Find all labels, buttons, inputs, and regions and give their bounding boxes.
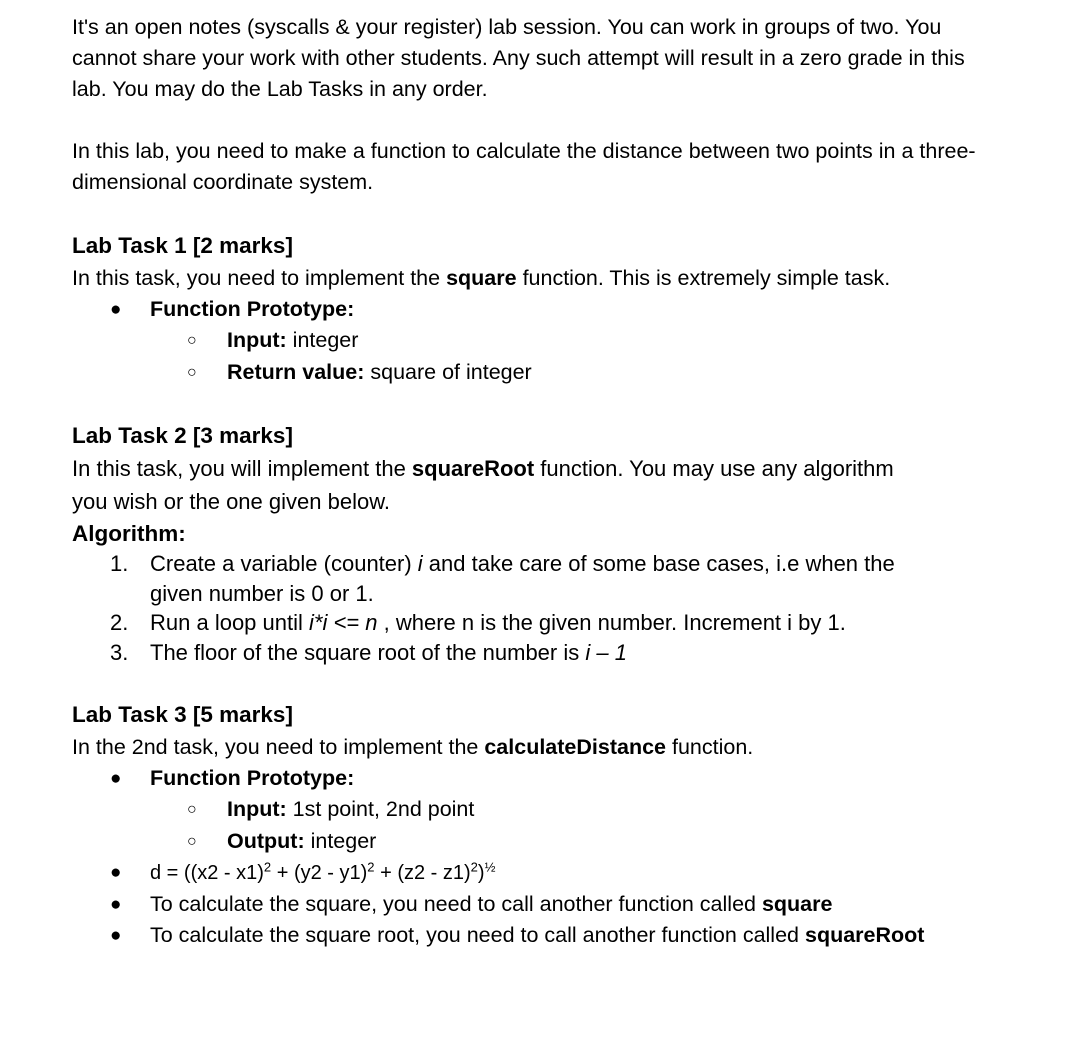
prototype-label: Function Prototype: (150, 297, 355, 321)
output-label: Output: (227, 828, 305, 853)
step-number: 1. (110, 551, 129, 576)
hollow-bullet-icon: ○ (187, 332, 197, 349)
list-item (72, 763, 1062, 794)
algorithm-heading: Algorithm: (72, 521, 186, 546)
calculate-distance-function-name: calculateDistance (484, 735, 666, 759)
list-item (72, 357, 1062, 389)
square-function-name: square (761, 892, 833, 916)
lab-task-2 (72, 419, 1062, 667)
purpose-line-1: In this lab, you need to make a function to calculate the distance between two points in a three- (72, 139, 976, 163)
intro-line-3: lab. You may do the Lab Tasks in any order. (72, 77, 488, 101)
lab-task-3-bullets (72, 763, 1062, 794)
output-value: integer (304, 828, 377, 853)
purpose-paragraph (72, 136, 1062, 198)
list-item (72, 325, 1062, 357)
purpose-line-2: dimensional coordinate system. (72, 170, 374, 194)
lab-task-3 (72, 698, 1062, 951)
list-item: ● To calculate the square, you need to call another function called square (72, 889, 1062, 920)
lab-task-2-description: In this task, you will implement the squareRoot function. You may use any algorithm you wish or the one given below. (72, 456, 894, 514)
algorithm-step: 2. Run a loop until i*i <= n , where n is the given number. Increment i by 1. (72, 608, 1062, 638)
lab-task-1 (72, 229, 1062, 388)
lab-task-3-heading: Lab Task 3 [5 marks] (72, 702, 293, 727)
square-function-name: square (446, 266, 517, 290)
lab-task-1-bullets (72, 294, 1062, 325)
lab-task-1-description: In this task, you need to implement the square function. This is extremely simple task. (72, 266, 891, 290)
return-label: Return value: (227, 359, 365, 384)
intro-line-2: cannot share your work with other students. Any such attempt will result in a zero grade in this (72, 46, 965, 70)
algorithm-step: 1. Create a variable (counter) i and take care of some base cases, i.e when the given number is 0 or 1. (110, 551, 895, 606)
input-label: Input: (227, 328, 287, 352)
intro-paragraph (72, 12, 1062, 105)
list-item (72, 826, 1062, 858)
algorithm-step: 3. The floor of the square root of the number is i – 1 (72, 638, 1062, 668)
algorithm-steps (72, 549, 1062, 667)
hollow-bullet-icon: ○ (187, 801, 197, 818)
bullet-icon: ● (110, 894, 122, 915)
lab-task-1-sub-bullets (72, 325, 1062, 388)
list-item: ● To calculate the square root, you need to call another function called squareRoot (72, 920, 1062, 951)
bullet-icon: ● (110, 925, 122, 946)
return-value: square of integer (364, 359, 532, 384)
list-item (72, 294, 1062, 325)
intro-line-1: It's an open notes (syscalls & your register) lab session. You can work in groups of two. You (72, 15, 942, 39)
square-root-function-name: squareRoot (411, 456, 535, 481)
list-item (72, 794, 1062, 826)
bullet-icon: ● (110, 768, 122, 789)
input-value: 1st point, 2nd point (286, 797, 475, 821)
hollow-bullet-icon: ○ (187, 363, 197, 381)
lab-task-2-heading: Lab Task 2 [3 marks] (72, 423, 293, 448)
lab-task-3-sub-bullets (72, 794, 1062, 857)
input-value: integer (286, 328, 359, 352)
square-root-function-name: squareRoot (804, 923, 925, 947)
input-label: Input: (227, 797, 287, 821)
list-item (72, 857, 1062, 889)
step-number: 2. (110, 610, 129, 635)
document-page (72, 12, 1062, 982)
step-number: 3. (110, 639, 129, 665)
bullet-icon: ● (110, 862, 122, 883)
distance-formula: $d = ((x2 - x1)^2 + (y2 - y1)^2 + (z2 - z1)^2)^{\frac{1}{2}}$ (150, 859, 496, 884)
lab-task-1-heading: Lab Task 1 [2 marks] (72, 233, 293, 258)
lab-task-3-notes (72, 857, 1062, 951)
hollow-bullet-icon: ○ (187, 832, 197, 850)
lab-task-3-description: In the 2nd task, you need to implement the calculateDistance function. (72, 735, 754, 759)
prototype-label: Function Prototype: (150, 766, 355, 790)
bullet-icon: ● (110, 299, 122, 320)
